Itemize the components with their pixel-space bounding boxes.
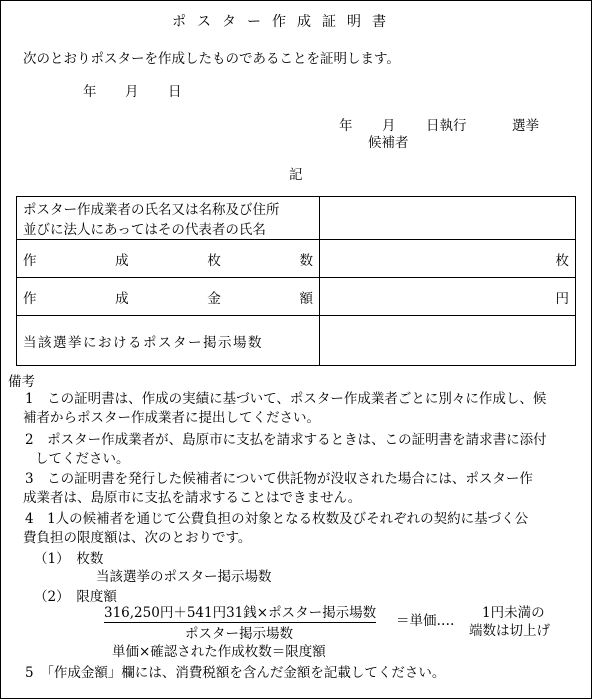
table-row <box>17 278 576 316</box>
quantity-char: 数 <box>299 252 313 269</box>
note-3-line1: 3 この証明書を発行した候補者について供託物が没収された場合には、ポスター作 <box>25 471 533 487</box>
notes-heading: 備考 <box>8 374 35 390</box>
date-month: 月 <box>125 84 139 100</box>
quantity-value-cell[interactable] <box>320 240 576 278</box>
election-year: 年 <box>339 118 353 134</box>
certificate-table <box>16 196 576 366</box>
amount-char: 成 <box>115 290 129 307</box>
supplier-label-line1: ポスター作成業者の氏名又は名称及び住所 <box>23 202 280 218</box>
supplier-label <box>17 197 320 240</box>
table-row <box>17 316 576 366</box>
quantity-label <box>17 240 320 278</box>
election-month: 月 <box>382 118 396 134</box>
note-4-line1: 4 1人の候補者を通じて公費負担の対象となる枚数及びそれぞれの契約に基づく公 <box>25 511 529 527</box>
candidate-label: 候補者 <box>368 135 409 151</box>
quantity-char: 枚 <box>207 252 221 269</box>
document-title: ポスター作成証明書 <box>172 14 397 30</box>
amount-char: 金 <box>207 290 221 307</box>
formula-result: ＝単価‥‥ <box>396 613 455 629</box>
note-3-line2: 成業者は、島原市に支払を請求することはできません。 <box>23 490 362 506</box>
quantity-char: 成 <box>115 252 129 269</box>
amount-char: 額 <box>299 290 313 307</box>
formula-limit: 単価×確認された作成枚数＝限度額 <box>112 644 326 660</box>
ki-heading: 記 <box>289 167 303 183</box>
amount-label <box>17 278 320 316</box>
sub-1-text: 当該選挙のポスター掲示場数 <box>96 569 272 585</box>
poster-sites-label: 当該選挙におけるポスター掲示場数 <box>17 316 320 366</box>
sub-1-label: （1） 枚数 <box>34 551 104 567</box>
formula-numerator: 316,250円＋541円31銭×ポスター掲示場数 <box>104 605 377 621</box>
table-row <box>17 197 576 240</box>
quantity-char: 作 <box>23 252 37 269</box>
election-held: 日執行 <box>426 118 467 134</box>
round-note-line2: 端数は切上げ <box>469 623 550 639</box>
note-2-line2: してください。 <box>35 451 130 467</box>
note-4-line2: 費負担の限度額は、次のとおりです。 <box>23 530 252 546</box>
amount-char: 作 <box>23 290 37 307</box>
supplier-value-cell[interactable] <box>320 197 576 240</box>
amount-value-cell[interactable] <box>320 278 576 316</box>
quantity-unit: 枚 <box>555 252 569 269</box>
round-note-line1: 1円未満の <box>482 605 545 621</box>
note-2-line1: 2 ポスター作成業者が、島原市に支払を請求するときは、この証明書を請求書に添付 <box>25 432 547 448</box>
poster-sites-value-cell[interactable] <box>320 316 576 366</box>
note-5: 5 「作成金額」欄には、消費税額を含んだ金額を記載してください。 <box>25 665 446 681</box>
election-name: 選挙 <box>512 118 539 134</box>
note-1-line1: 1 この証明書は、作成の実績に基づいて、ポスター作成業者ごとに別々に作成し、候 <box>25 391 547 407</box>
table-row <box>17 240 576 278</box>
amount-unit: 円 <box>555 290 569 307</box>
supplier-label-line2: 並びに法人にあってはその代表者の氏名 <box>23 222 266 238</box>
date-year: 年 <box>83 84 97 100</box>
sub-2-label: （2） 限度額 <box>34 589 117 605</box>
note-1-line2: 補者からポスター作成業者に提出してください。 <box>23 410 320 426</box>
formula-denominator: ポスター掲示場数 <box>185 626 293 642</box>
date-day: 日 <box>168 84 182 100</box>
intro-text: 次のとおりポスターを作成したものであることを証明します。 <box>23 51 400 67</box>
